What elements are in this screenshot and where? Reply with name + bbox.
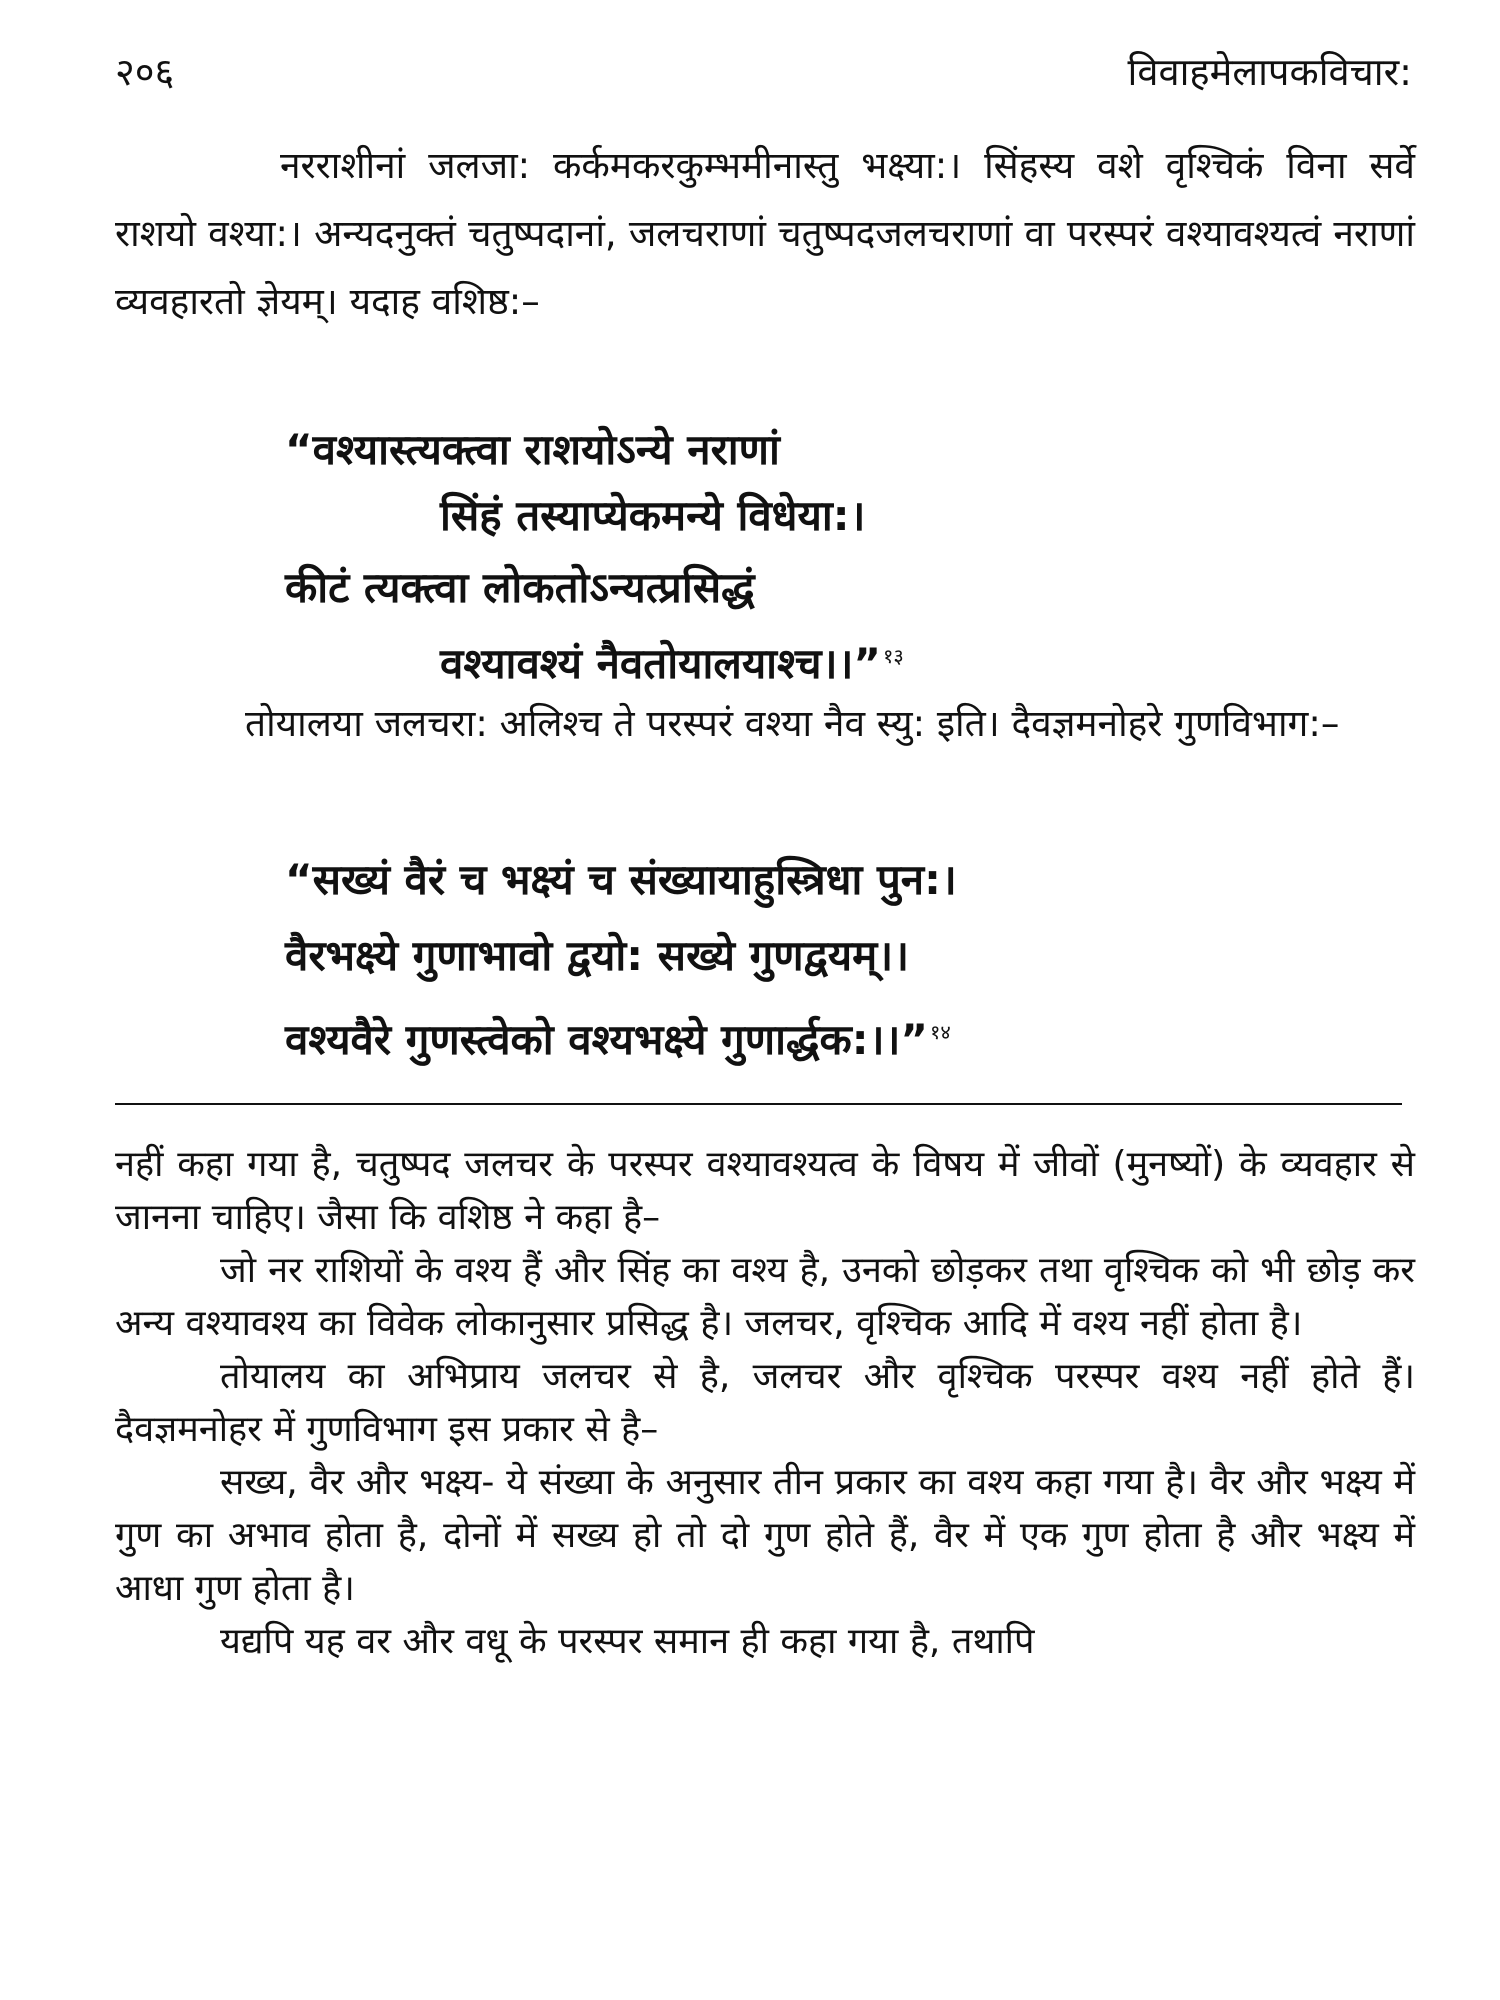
verse1-line4-text: वश्यावश्यं नैवतोयालयाश्च।।” [440,639,882,688]
hindi-paragraph-4: सख्य, वैर और भक्ष्य- ये संख्या के अनुसार तीन प्रकार का वश्य कहा गया है। वैर और भक्ष्य में गुण का अभाव होता है, दोनों में सख्य हो तो दो गुण होते हैं, वैर में एक गुण होता है और भक्ष्य में आधा गुण होता है। [115,1462,1415,1609]
verse2-line2: वैरभक्ष्ये गुणाभावो द्वयो: सख्ये गुणद्वयम्।। [285,931,910,980]
verse2-line3-text: वश्यवैरे गुणस्त्वेको वश्यभक्ष्ये गुणार्द्धक:।।” [285,1015,929,1064]
footnote-divider [115,1103,1402,1105]
page-number: २०६ [115,50,175,94]
hindi-paragraph-5: यद्यपि यह वर और वधू के परस्पर समान ही कहा गया है, तथापि [220,1621,1035,1662]
verse1-line3: कीटं त्यक्त्वा लोकतोऽन्यत्प्रसिद्धं [285,563,755,612]
sanskrit-paragraph-2: तोयालया जलचरा: अलिश्च ते परस्परं वश्या नैव स्यु: इति। दैवज्ञमनोहरे गुणविभाग:– [245,702,1340,745]
footnote-14: १४ [930,1020,951,1044]
verse1-line1: “वश्यास्त्यक्त्वा राशयोऽन्ये नराणां [285,425,780,474]
verse2-line1: “सख्यं वैरं च भक्ष्यं च संख्यायाहुस्त्रिधा पुन:। [285,855,957,904]
verse2-line3 [285,994,951,1078]
verse1-line2: सिंहं तस्याप्येकमन्ये विधेया:। [440,491,866,540]
hindi-translation [115,1138,1415,1668]
footnote-13: १३ [883,644,904,668]
hindi-paragraph-1: नहीं कहा गया है, चतुष्पद जलचर के परस्पर वश्यावश्यत्व के विषय में जीवों (मुनष्यों) के व्यवहार से जानना चाहिए। जैसा कि वशिष्ठ ने कहा है– [115,1144,1415,1238]
page-header [115,42,1412,102]
hindi-paragraph-2: जो नर राशियों के वश्य हैं और सिंह का वश्य है, उनको छोड़कर तथा वृश्चिक को भी छोड़ कर अन्य वश्यावश्य का विवेक लोकानुसार प्रसिद्ध है। जलचर, वृश्चिक आदि में वश्य नहीं होता है। [115,1250,1415,1344]
hindi-paragraph-3: तोयालय का अभिप्राय जलचर से है, जलचर और वृश्चिक परस्पर वश्य नहीं होते हैं। दैवज्ञमनोहर में गुणविभाग इस प्रकार से है– [115,1356,1415,1450]
running-title: विवाहमेलापकविचार: [1127,50,1412,94]
sanskrit-paragraph-1: नरराशीनां जलजा: कर्कमकरकुम्भमीनास्तु भक्ष्या:। सिंहस्य वशे वृश्चिकं विना सर्वे राशयो वश्या:। अन्यदनुक्तं चतुष्पदानां, जलचराणां चतुष्पदजलचराणां वा परस्परं वश्यावश्यत्वं नराणां व्यवहारतो ज्ञेयम्। यदाह वशिष्ठ:– [115,144,1415,323]
